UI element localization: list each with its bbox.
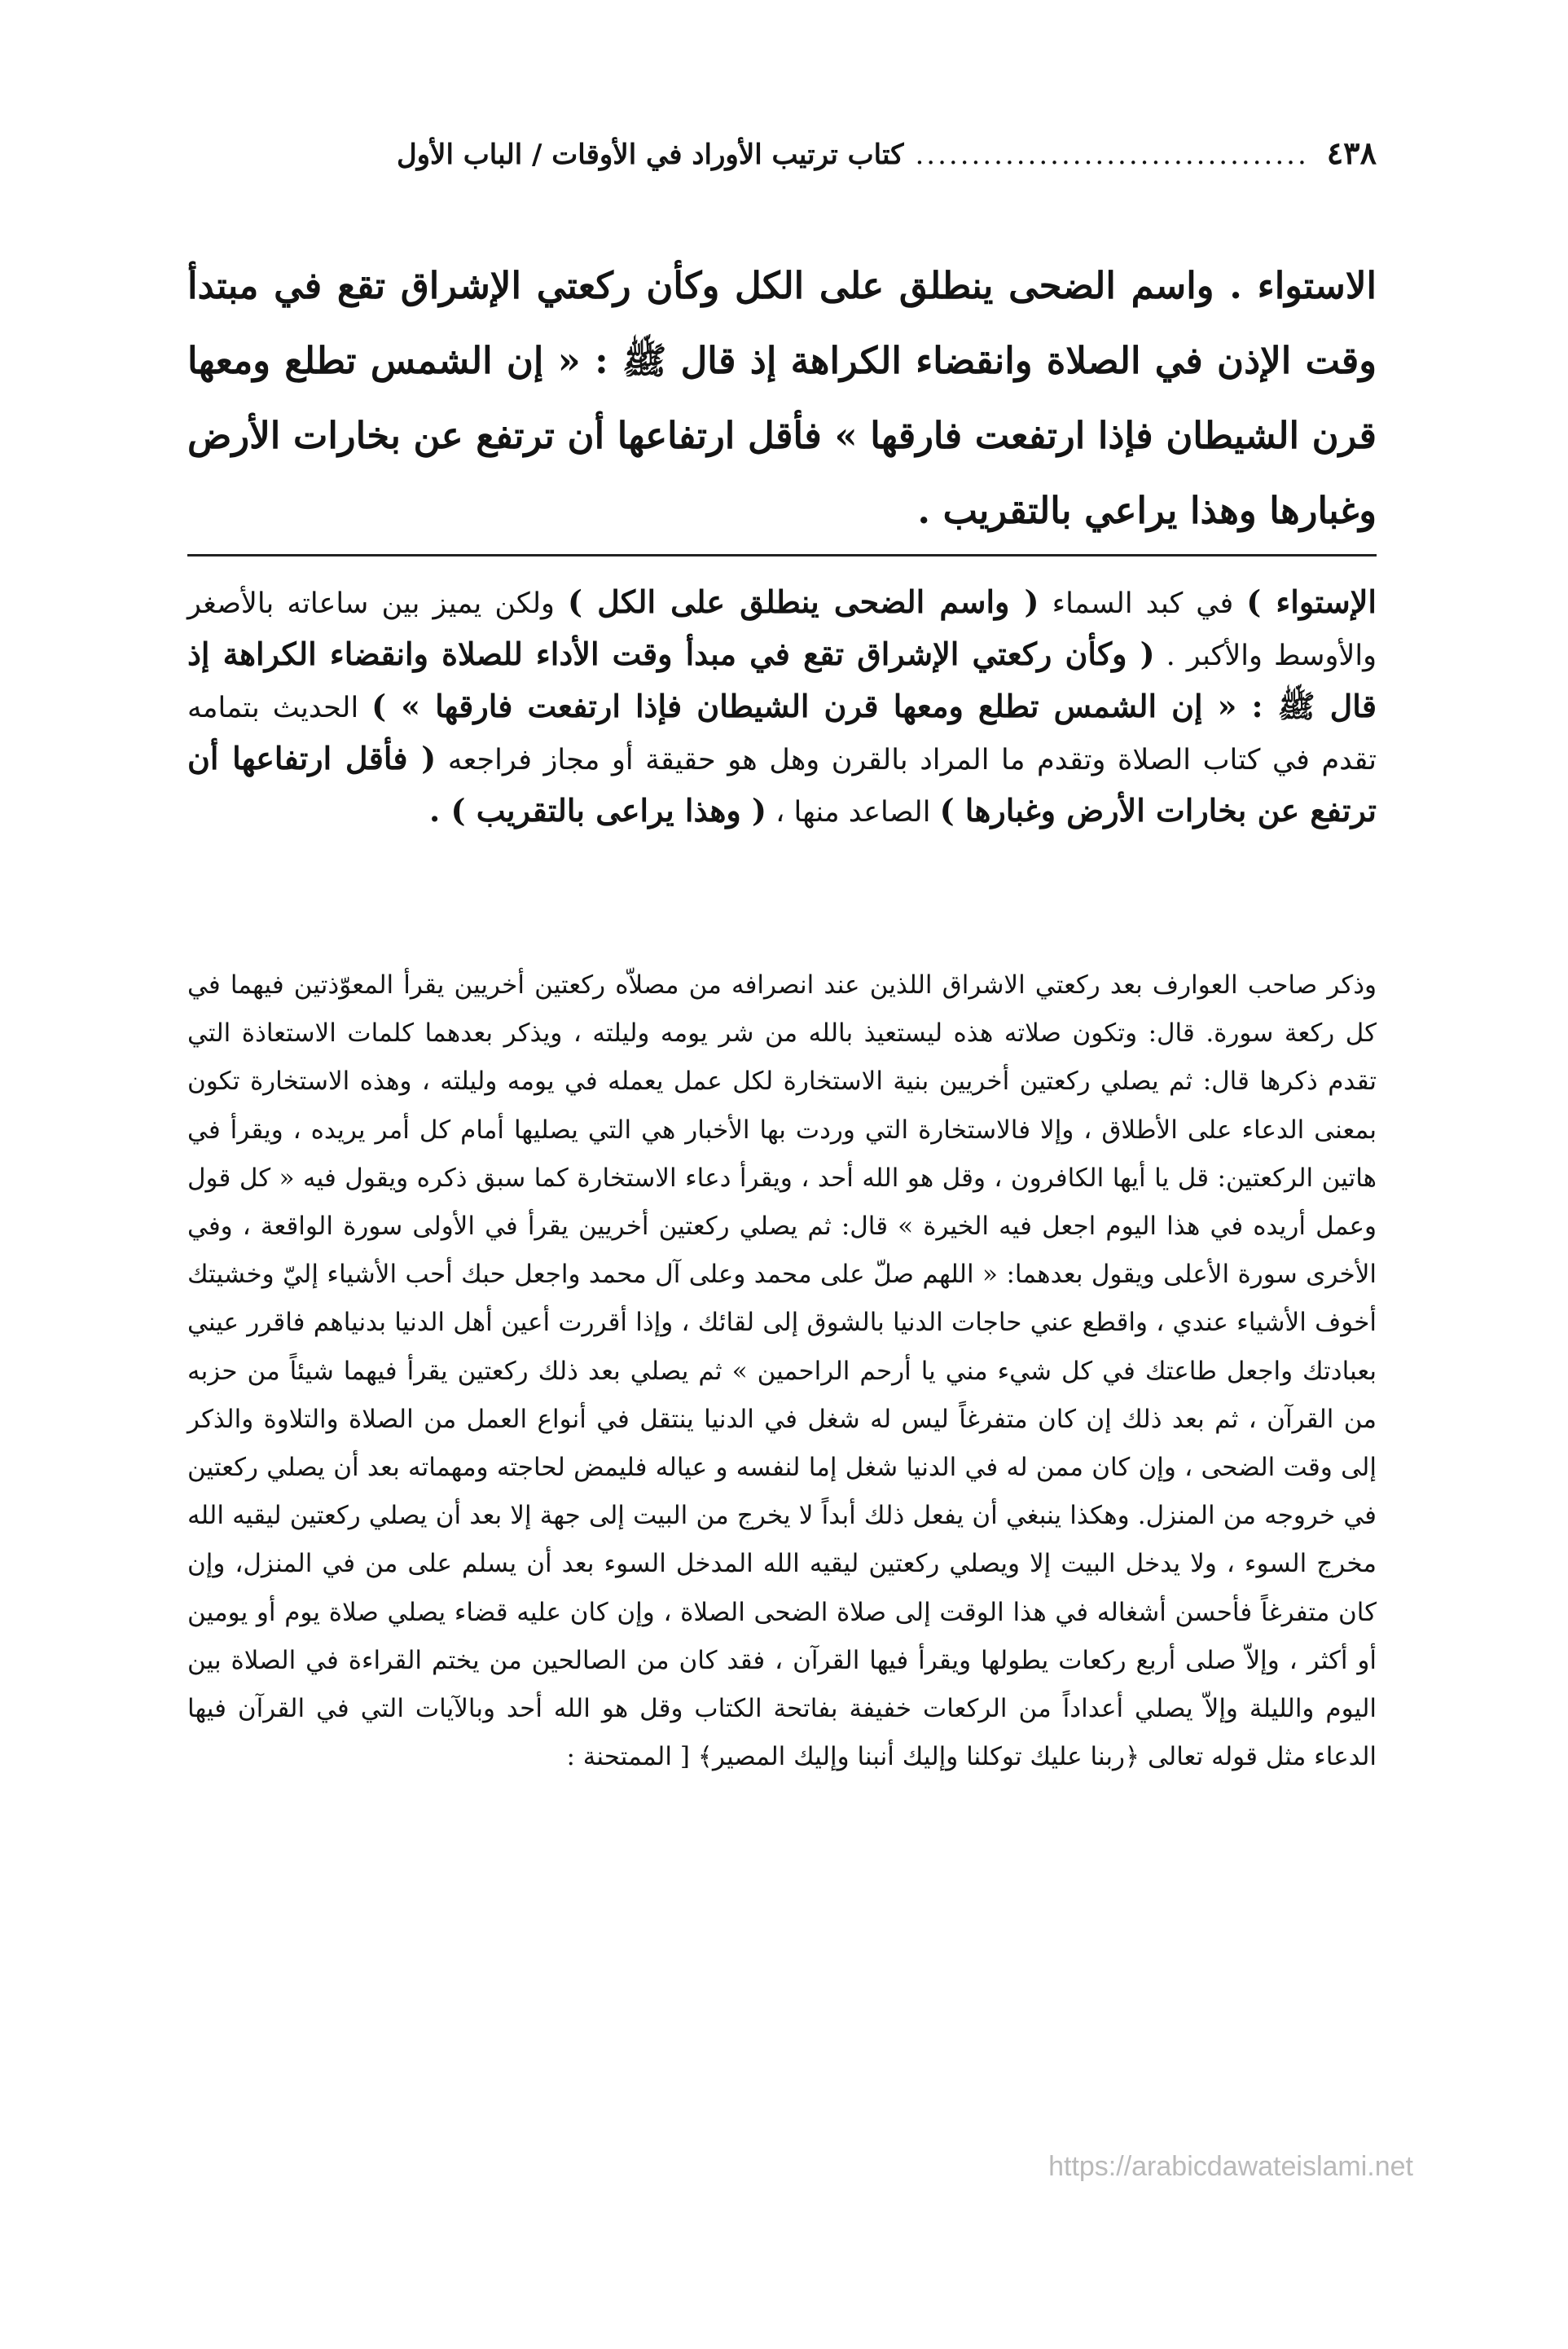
commentary-bold-4: ( فأقل ارتفاعها أن ترتفع عن بخارات الأرض وغبارها ) — [187, 740, 1377, 829]
watermark-url: https://arabicdawateislami.net — [1048, 2151, 1413, 2182]
footnote-divider — [187, 554, 1377, 556]
body-text: وذكر صاحب العوارف بعد ركعتي الاشراق اللذين عند انصرافه من مصلاّه ركعتين أخريين يقرأ المعوّذتين فيهما في كل ركعة سورة. قال: وتكون صلاته هذه ليستعيذ بالله من شر يومه وليلته ، ويذكر بعدهما كلمات الاستعاذة التي تقدم ذكرها قال: ثم يصلي ركعتين أخريين بنية الاستخارة لكل عمل يعمله في يومه وليلته ، وهذه الاستخارة تكون بمعنى الدعاء على الأطلاق ، وإلا فالاستخارة التي وردت بها الأخبار هي التي يصليها أمام كل أمر يريده ، ويقرأ في هاتين الركعتين: قل يا أيها الكافرون ، وقل هو الله أحد ، ويقرأ دعاء الاستخارة كما سبق ذكره ويقول فيه « كل قول وعمل أريده في هذا اليوم اجعل فيه الخيرة » قال: ثم يصلي ركعتين أخريين يقرأ في الأولى سورة الواقعة ، وفي الأخرى سورة الأعلى ويقول بعدهما: « اللهم صلّ على محمد وعلى آل محمد واجعل حبك أحب الأشياء إليّ وخشيتك أخوف الأشياء عندي ، واقطع عني حاجات الدنيا بالشوق إلى لقائك ، وإذا أقررت أعين أهل الدنيا بدنياهم فاقرر عيني بعبادتك واجعل طاعتك في كل شيء مني يا أرحم الراحمين » ثم يصلي بعد ذلك ركعتين يقرأ فيهما شيئاً من حزبه من القرآن ، ثم بعد ذلك إن كان متفرغاً ليس له شغل في الدنيا ينتقل في أنواع العمل من الصلاة والتلاوة والذكر إلى وقت الضحى ، وإن كان ممن له في الدنيا شغل إما لنفسه و عياله فليمض لحاجته ومهماته بعد أن يصلي ركعتين في خروجه من المنزل. وهكذا ينبغي أن يفعل ذلك أبداً لا يخرج من البيت إلى جهة إلا بعد أن يصلي ركعتين ليقيه الله مخرج السوء ، ولا يدخل البيت إلا ويصلي ركعتين ليقيه الله المدخل السوء بعد أن يسلم على من في المنزل، وإن كان متفرغاً فأحسن أشغاله في هذا الوقت إلى صلاة الضحى الصلاة ، وإن كان عليه قضاء يصلي صلاة يوم أو يومين أو أكثر ، وإلاّ صلى أربع ركعات يطولها ويقرأ فيها القرآن ، فقد كان من الصالحين من يختم القراءة في الصلاة بين اليوم والليلة وإلاّ يصلي أعداداً من الركعات خفيفة بفاتحة الكتاب وقل هو الله أحد وبالآيات التي في القرآن فيها الدعاء مثل قوله تعالى ﴿ربنا عليك توكلنا وإليك أنبنا وإليك المصير﴾ [ الممتحنة : — [187, 970, 1377, 1772]
commentary-plain-1: في كبد السماء — [1039, 587, 1247, 620]
commentary-bold-3: ( وكأن ركعتي الإشراق تقع في مبدأ وقت الأداء للصلاة وانقضاء الكراهة إذ قال ﷺ : « إن الشمس تطلع ومعها قرن الشيطان فإذا ارتفعت فارقها » ) — [187, 636, 1377, 724]
header-title: كتاب ترتيب الأوراد في الأوقات / الباب الأول — [396, 139, 904, 171]
commentary-bold-5: ( وهذا يراعى بالتقريب ) . — [429, 792, 766, 829]
commentary-block — [187, 577, 1377, 838]
commentary-bold-2: ( واسم الضحى ينطلق على الكل ) — [567, 583, 1039, 620]
commentary-plain-2: ولكن يميز بين ساعاته بالأصغر والأوسط والأكبر . — [187, 587, 1377, 672]
header-dots: ................................... — [915, 139, 1309, 171]
main-text: الاستواء . واسم الضحى ينطلق على الكل وكأن ركعتي الإشراق تقع في مبتدأ وقت الإذن في الصلاة وانقضاء الكراهة إذ قال ﷺ : « إن الشمس تطلع ومعها قرن الشيطان فإذا ارتفعت فارقها » فأقل ارتفاعها أن ترتفع عن بخارات الأرض وغبارها وهذا يراعي بالتقريب . — [187, 264, 1377, 532]
commentary-bold-1: الإستواء ) — [1246, 583, 1377, 620]
commentary-plain-4: الصاعد منها ، — [766, 796, 940, 829]
commentary-plain-3: الحديث بتمامه تقدم في كتاب الصلاة وتقدم ما المراد بالقرن وهل هو حقيقة أو مجاز فراجعه — [187, 692, 1377, 776]
page-header — [187, 134, 1377, 171]
page-number: ٤٣٨ — [1326, 134, 1377, 171]
